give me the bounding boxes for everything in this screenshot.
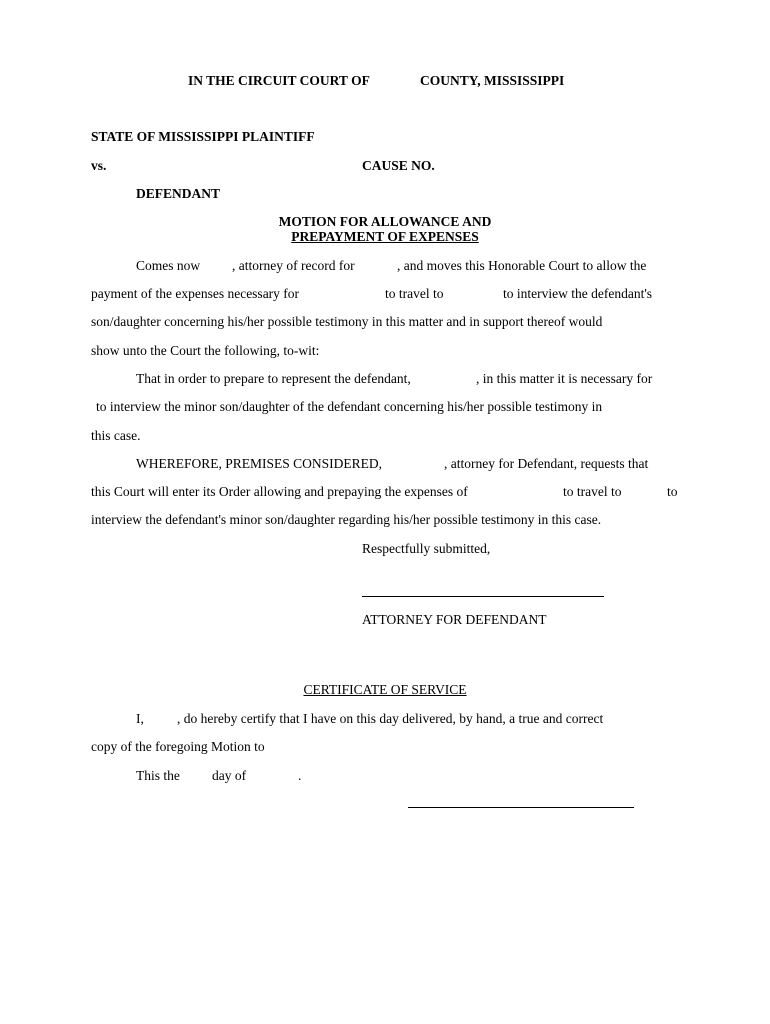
p1-line2-mid: to travel to [385,286,444,301]
certificate-heading: CERTIFICATE OF SERVICE [303,682,467,697]
motion-title-line1: MOTION FOR ALLOWANCE AND [278,214,492,229]
attorney-signature-line [362,596,604,597]
p2-line2: to interview the minor son/daughter of the defendant concerning his/her possible testimony in [96,399,603,414]
versus-label: vs. [91,158,107,173]
defendant-label: DEFENDANT [136,186,221,201]
p3-line2-end: to [667,484,678,499]
certificate-signature-line [408,807,634,808]
motion-title-line2: PREPAYMENT OF EXPENSES [291,229,479,244]
p3-line3: interview the defendant's minor son/daughter regarding his/her possible testimony in this case. [91,512,602,527]
p2-line1-end: , in this matter it is necessary for [476,371,653,386]
p1-line2-start: payment of the expenses necessary for [91,286,300,301]
p3-line2-mid: to travel to [563,484,622,499]
p3-line2-start: this Court will enter its Order allowing and prepaying the expenses of [91,484,468,499]
certificate-line2: copy of the foregoing Motion to [91,739,265,754]
p1-line4: show unto the Court the following, to-wit: [91,343,320,358]
certificate-line1-end: , do hereby certify that I have on this day delivered, by hand, a true and correct [177,711,604,726]
cause-number-label: CAUSE NO. [362,158,435,173]
court-heading-left: IN THE CIRCUIT COURT OF [188,73,370,88]
p3-line1-end: , attorney for Defendant, requests that [444,456,649,471]
court-heading-right: COUNTY, MISSISSIPPI [420,73,565,88]
p2-line1-start: That in order to prepare to represent the defendant, [136,371,411,386]
plaintiff-line: STATE OF MISSISSIPPI PLAINTIFF [91,129,315,144]
p1-line2-end: to interview the defendant's [503,286,653,301]
p1-line3: son/daughter concerning his/her possible testimony in this matter and in support thereof would [91,314,603,329]
date-line-start: This the [136,768,180,783]
date-line-end: . [298,768,302,783]
date-line-mid: day of [212,768,247,783]
p1-line1-end: , and moves this Honorable Court to allow the [397,258,647,273]
p3-line1-start: WHEREFORE, PREMISES CONSIDERED, [136,456,383,471]
certificate-line1-start: I, [136,711,144,726]
closing-text: Respectfully submitted, [362,541,491,556]
signature-label: ATTORNEY FOR DEFENDANT [362,612,547,627]
p2-line3: this case. [91,428,141,443]
p1-line1-start: Comes now [136,258,201,273]
p1-line1-mid: , attorney of record for [232,258,355,273]
